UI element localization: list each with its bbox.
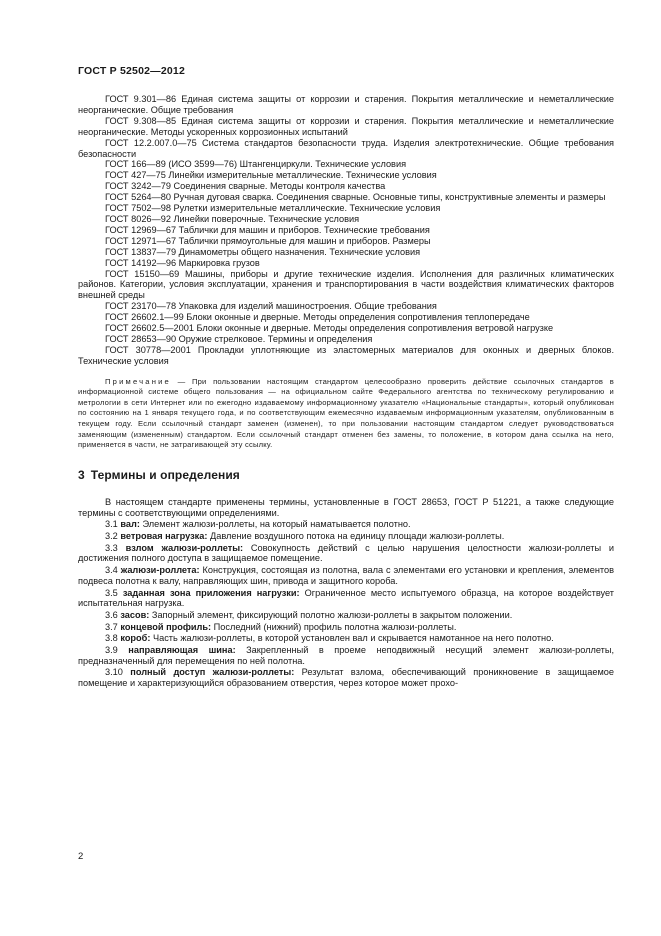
section-title: Термины и определения <box>90 467 240 482</box>
term-entry <box>78 543 614 565</box>
term-definition: Запорный элемент, фиксирующий полотно жалюзи-роллеты в закрытом положении. <box>149 610 513 620</box>
term-entry <box>78 667 614 689</box>
reference-item: ГОСТ 26602.1—99 Блоки оконные и дверные. Методы определения сопротивления теплопередаче <box>105 312 530 323</box>
reference-item: ГОСТ 14192—96 Маркировка грузов <box>105 257 260 268</box>
term-entry <box>78 633 614 644</box>
term-number: 3.4 <box>105 565 118 575</box>
term-name: взлом жалюзи-роллеты: <box>125 542 244 553</box>
terms-list <box>78 497 614 689</box>
normative-references <box>78 94 614 367</box>
reference-item: ГОСТ 5264—80 Ручная дуговая сварка. Соединения сварные. Основные типы, конструктивные элементы и размеры <box>105 192 606 203</box>
term-entry <box>78 531 614 542</box>
term-definition: Совокупность действий с целью нарушения целостности жалюзи-роллеты и достижения полного доступа в защищаемое помещение. <box>78 542 614 564</box>
term-number: 3.5 <box>105 587 118 598</box>
term-name: ветровая нагрузка: <box>120 530 208 541</box>
reference-item: ГОСТ 26602.5—2001 Блоки оконные и дверные. Методы определения сопротивления ветровой нагрузке <box>105 323 554 334</box>
term-number: 3.8 <box>105 633 118 644</box>
reference-item: ГОСТ 23170—78 Упаковка для изделий машиностроения. Общие требования <box>105 301 437 312</box>
document-header: ГОСТ Р 52502—2012 <box>78 65 186 77</box>
term-number: 3.6 <box>105 610 118 620</box>
term-number: 3.7 <box>105 621 118 632</box>
term-name: жалюзи-роллета: <box>120 565 200 575</box>
reference-item: ГОСТ 8026—92 Линейки поверочные. Технические условия <box>105 213 360 224</box>
term-name: направляющая шина: <box>128 644 236 655</box>
term-number: 3.2 <box>105 530 118 541</box>
term-entry <box>78 610 614 621</box>
section-intro: В настоящем стандарте применены термины, установленные в ГОСТ 28653, ГОСТ Р 51221, а также следующие термины с соответствующими определениями. <box>78 496 614 518</box>
reference-item: ГОСТ 7502—98 Рулетки измерительные металлические. Технические условия <box>105 203 441 214</box>
reference-item: ГОСТ 427—75 Линейки измерительные металлические. Технические условия <box>105 170 437 181</box>
term-definition: Закрепленный в проеме неподвижный несущий элемент жалюзи-роллеты, предназначенный для перемещения по ней полотна. <box>78 644 614 666</box>
reference-item: ГОСТ 12971—67 Таблички прямоугольные для машин и приборов. Размеры <box>105 235 431 246</box>
term-entry <box>78 519 614 530</box>
term-entry <box>78 588 614 610</box>
term-name: концевой профиль: <box>120 621 212 632</box>
reference-item: ГОСТ 28653—90 Оружие стрелковое. Термины и определения <box>105 333 373 344</box>
term-name: полный доступ жалюзи-роллеты: <box>130 667 295 678</box>
term-entry <box>78 622 614 633</box>
term-name: засов: <box>120 610 150 620</box>
term-entry <box>78 645 614 667</box>
reference-item: ГОСТ 13837—79 Динамометры общего назначения. Технические условия <box>105 246 421 257</box>
term-definition: Последний (нижний) профиль полотна жалюзи-роллеты. <box>211 621 457 632</box>
reference-item: ГОСТ 166—89 (ИСО 3599—76) Штангенциркули. Технические условия <box>105 159 407 170</box>
term-number: 3.3 <box>105 542 118 553</box>
term-definition: Конструкция, состоящая из полотна, вала с элементами его установки и крепления, элементов подвеса полотна к валу, направляющих шин, привода и защитного короба. <box>78 565 615 586</box>
reference-item: ГОСТ 15150—69 Машины, приборы и другие технические изделия. Исполнения для различных климатических районов. Категории, условия эксплуатации, хранения и транспортирования в части воздействия климатических факторов внешней среды <box>78 268 614 301</box>
reference-item: ГОСТ 12.2.007.0—75 Система стандартов безопасности труда. Изделия электротехнические. Общие требования безопасности <box>78 137 614 159</box>
reference-item: ГОСТ 12969—67 Таблички для машин и приборов. Технические требования <box>105 224 430 235</box>
term-definition: Элемент жалюзи-роллеты, на который наматывается полотно. <box>139 519 411 530</box>
section-heading <box>78 468 614 482</box>
term-name: короб: <box>120 633 151 644</box>
term-number: 3.9 <box>105 644 118 655</box>
term-definition: Часть жалюзи-роллеты, в которой установлен вал и скрывается намотанное на него полотно. <box>150 633 554 644</box>
term-definition: Результат взлома, обеспечивающий проникновение в защищаемое помещение и характеризующийся образованием отверстия, через которое может прохо- <box>78 667 614 689</box>
term-number: 3.1 <box>105 519 118 530</box>
term-definition: Давление воздушного потока на единицу площади жалюзи-роллеты. <box>207 530 505 541</box>
page-number: 2 <box>78 851 84 862</box>
term-definition: Ограниченное место испытуемого образца, на которое воздействует испытательная нагрузка. <box>78 587 614 609</box>
reference-item: ГОСТ 3242—79 Соединения сварные. Методы контроля качества <box>105 181 386 192</box>
reference-item: ГОСТ 9.301—86 Единая система защиты от коррозии и старения. Покрытия металлические и неметаллические неорганические. Общие требования <box>78 94 614 115</box>
term-entry <box>78 565 614 587</box>
note-paragraph <box>78 377 614 451</box>
term-name: вал: <box>120 519 140 530</box>
term-name: заданная зона приложения нагрузки: <box>122 587 300 598</box>
reference-item: ГОСТ 9.308—85 Единая система защиты от коррозии и старения. Покрытия металлические и неметаллические неорганические. Методы ускоренных коррозионных испытаний <box>78 115 614 137</box>
note-lead: Примечание <box>105 376 171 386</box>
page-content <box>78 94 614 690</box>
reference-item: ГОСТ 30778—2001 Прокладки уплотняющие из эластомерных материалов для оконных и дверных блоков. Технические условия <box>78 344 614 366</box>
section-number: 3 <box>78 467 85 482</box>
term-number: 3.10 <box>105 667 123 678</box>
note-text: — При пользовании настоящим стандартом целесообразно проверить действие ссылочных стандартов в информационной системе общего пользования — на официальном сайте Федерального агентства по техническому регулированию и метрологии в сети Интернет или по ежегодно издаваемому информационному указателю «Национальные стандарты», который опубликован по состоянию на 1 января текущего года, и по соответствующим ежемесячно издаваемым информационным указателям, опубликованным в текущем году. Если ссылочный стандарт заменен (изменен), то при пользовании настоящим стандартом следует руководствоваться заменяющим (измененным) стандартом. Если ссылочный стандарт отменен без замены, то положение, в котором дана ссылка на него, применяется в части, не затрагивающей эту ссылку. <box>78 376 614 450</box>
